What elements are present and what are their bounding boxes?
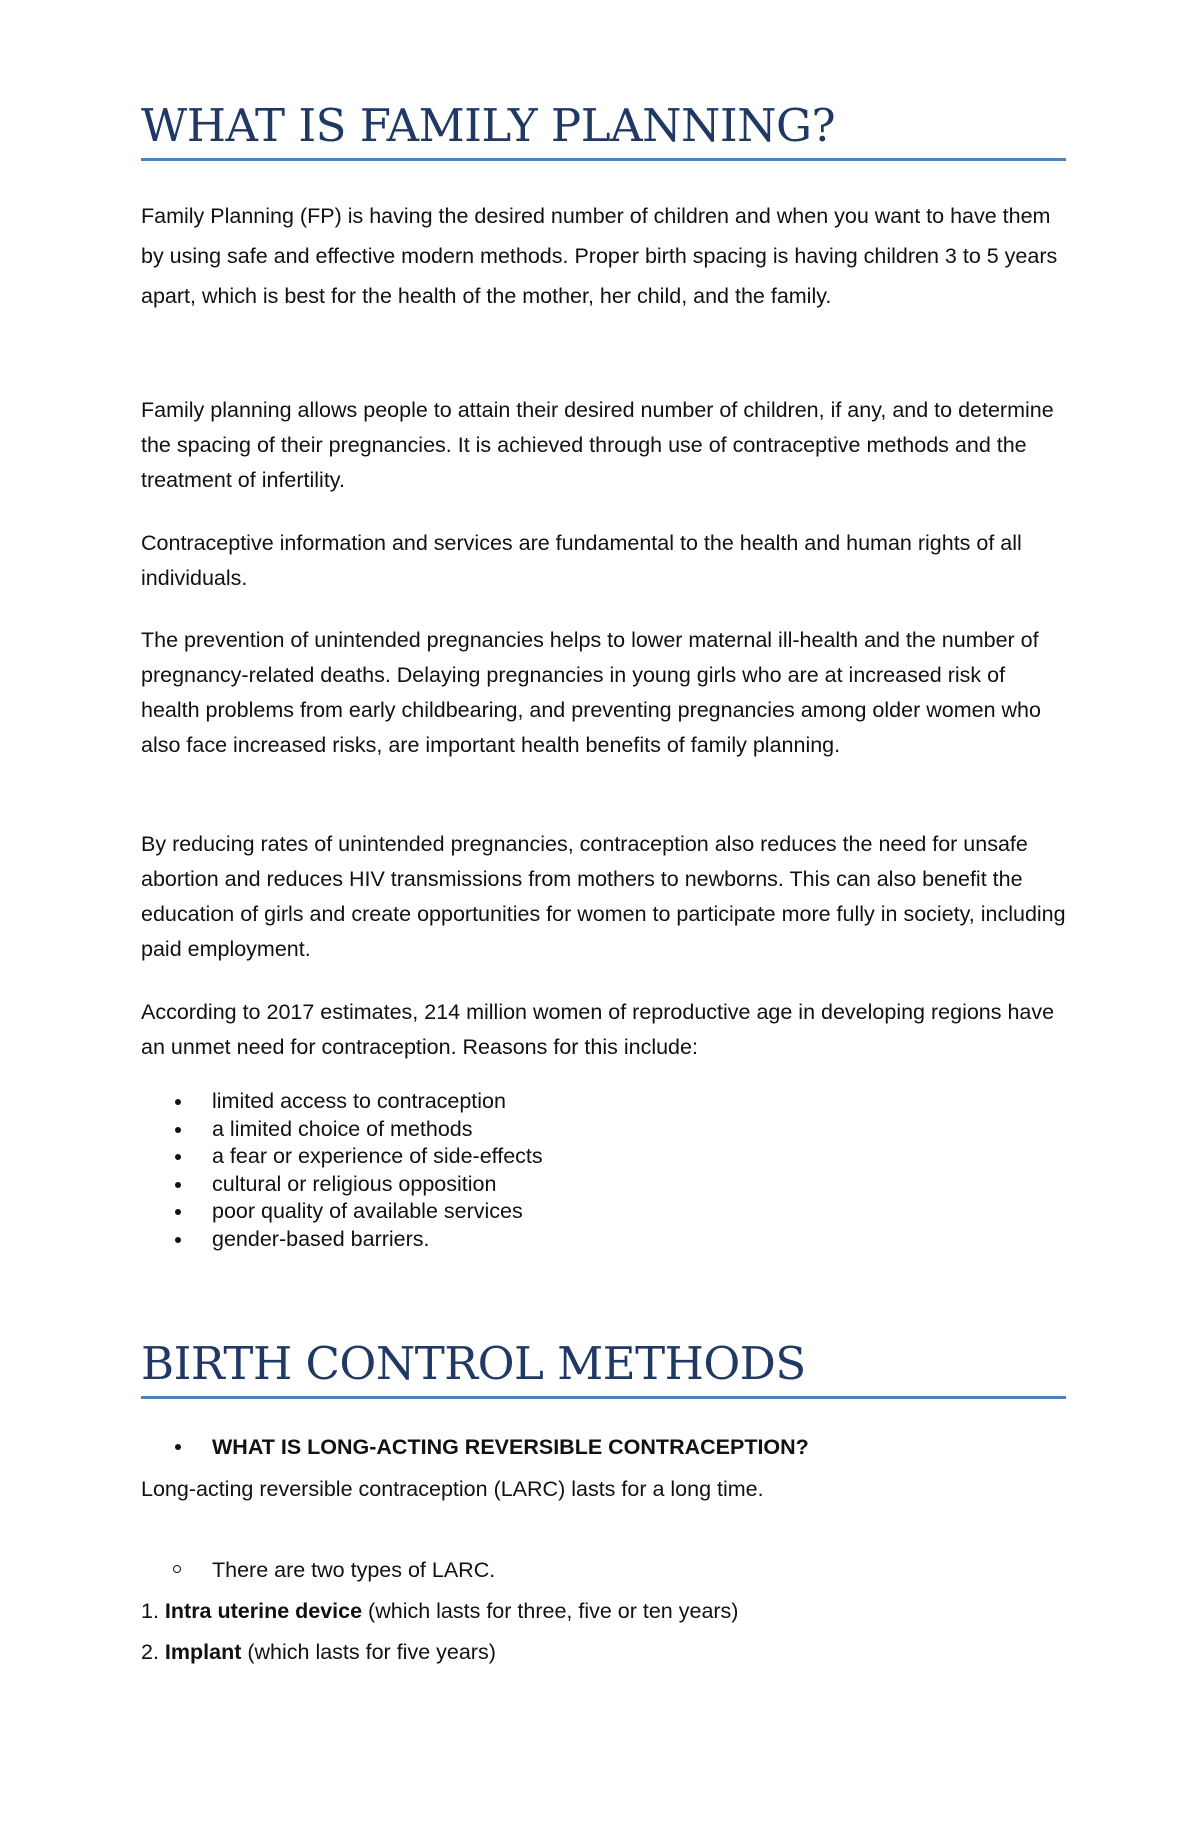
paragraph-fp-definition: Family Planning (FP) is having the desired number of children and when you want to have them by using safe and effective modern methods. Proper birth spacing is having children 3 to 5 years apart, which is best for the health of the mother, her child, and the family. [141, 204, 1058, 308]
list-item [141, 1198, 543, 1226]
list-item [141, 1143, 543, 1171]
bullet-icon [175, 1444, 181, 1450]
item-detail: (which lasts for three, five or ten years) [362, 1599, 739, 1623]
item-number: 2. [141, 1640, 159, 1664]
reasons-list [141, 1088, 543, 1253]
list-item-text: a fear or experience of side-effects [212, 1144, 543, 1168]
item-number: 1. [141, 1599, 159, 1623]
item-name: Implant [164, 1640, 242, 1664]
heading-birth-control-methods: BIRTH CONTROL METHODS [141, 1338, 1066, 1399]
list-item [141, 1088, 543, 1116]
list-item-text: poor quality of available services [212, 1199, 523, 1223]
list-item [141, 1171, 543, 1199]
list-item-text: gender-based barriers. [212, 1226, 430, 1251]
bullet-icon [175, 1127, 181, 1133]
bullet-icon [175, 1237, 181, 1243]
paragraph-2017-estimates: According to 2017 estimates, 214 million women of reproductive age in developing regions have an unmet need for contraception. Reasons for this include: [141, 1000, 1055, 1059]
bullet-icon [175, 1209, 181, 1215]
list-item-text: cultural or religious opposition [212, 1171, 497, 1196]
paragraph-reducing-rates: By reducing rates of unintended pregnancies, contraception also reduces the need for unsafe abortion and reduces HIV transmissions from mothers to newborns. This can also benefit the education of girls and create opportunities for women to participate more fully in society, including paid employment. [141, 832, 1066, 961]
list-item-text: limited access to contraception [212, 1089, 506, 1113]
larc-question [141, 1432, 809, 1462]
heading-what-is-family-planning: WHAT IS FAMILY PLANNING? [141, 100, 1066, 161]
paragraph-fp-allows: Family planning allows people to attain their desired number of children, if any, and to determine the spacing of their pregnancies. It is achieved through use of contraceptive methods and the treatment of infertility. [141, 398, 1054, 492]
list-item [141, 1226, 543, 1254]
larc-types-intro-text: There are two types of LARC. [212, 1558, 496, 1582]
larc-question-text: WHAT IS LONG-ACTING REVERSIBLE CONTRACEPTION? [212, 1435, 809, 1459]
paragraph-contraceptive-info: Contraceptive information and services are fundamental to the health and human rights of all individuals. [141, 531, 1022, 590]
larc-types-intro [141, 1555, 495, 1585]
paragraph-prevention: The prevention of unintended pregnancies helps to lower maternal ill-health and the number of pregnancy-related deaths. Delaying pregnancies in young girls who are at increased risk of health problems from early childbearing, and preventing pregnancies among older women who also face increased risks, are important health benefits of family planning. [141, 628, 1041, 757]
larc-type-item [141, 1637, 496, 1667]
bullet-icon [175, 1182, 181, 1188]
item-detail: (which lasts for five years) [241, 1640, 496, 1664]
larc-definition: Long-acting reversible contraception (LARC) lasts for a long time. [141, 1477, 764, 1501]
larc-type-item [141, 1596, 738, 1626]
bullet-icon [175, 1154, 181, 1160]
hollow-bullet-icon [173, 1565, 181, 1573]
list-item [141, 1116, 543, 1144]
list-item-text: a limited choice of methods [212, 1116, 473, 1141]
bullet-icon [175, 1099, 181, 1105]
item-name: Intra uterine device [164, 1599, 363, 1623]
